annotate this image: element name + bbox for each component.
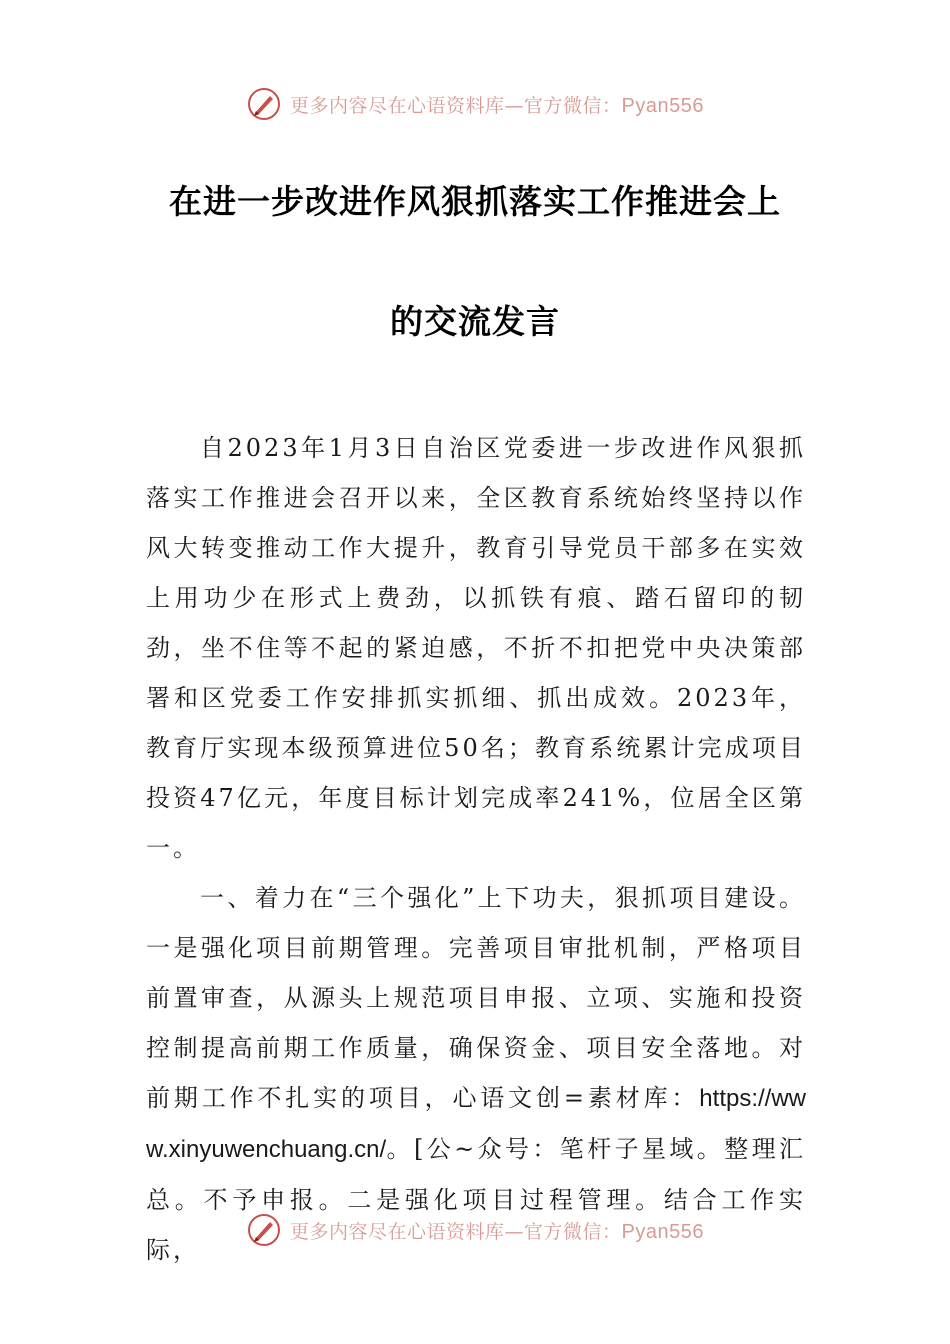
watermark-wechat-id: Pyan556 [621,94,704,117]
footer-watermark [0,1210,950,1250]
document-title-line-1: 在进一步改进作风狠抓落实工作推进会上 [169,182,781,221]
watermark-prefix: 更多内容尽在心语资料库—官方微信： [290,94,622,117]
paragraph-section-1-text: 一、着力在“三个强化”上下功夫，狠抓项目建设。一是强化项目前期管理。完善项目审批机制，严格项目前置审查，从源头上规范项目申报、立项、实施和投资控制提高前期工作质量，确保资金、项目安全落地。对前期工作不扎实的项目，心语文创=素材库： [146,884,806,1112]
document-body [146,423,806,1275]
document-title-line-2: 的交流发言 [390,302,560,341]
pen-circle-logo-icon [246,1212,282,1248]
source-url-text: https://www.xinyuwenchuang.cn/ [146,1085,806,1163]
paragraph-section-1-continued: 。[公~众号：笔杆子星域。整理汇总。不予申报。二是强化项目过程管理。结合工作实际， [146,1135,806,1264]
watermark-wechat-id: Pyan556 [621,1220,704,1243]
paragraph-intro: 自2023年1月3日自治区党委进一步改进作风狠抓落实工作推进会召开以来，全区教育系统始终坚持以作风大转变推动工作大提升，教育引导党员干部多在实效上用功少在形式上费劲，以抓铁有痕、踏石留印的韧劲，坐不住等不起的紧迫感，不折不扣把党中央决策部署和区党委工作安排抓实抓细、抓出成效。2023年，教育厅实现本级预算进位50名；教育系统累计完成项目投资47亿元，年度目标计划完成率241%，位居全区第一。 [146,434,806,862]
pen-circle-logo-icon [246,86,282,122]
watermark-prefix: 更多内容尽在心语资料库—官方微信： [290,1220,622,1243]
header-watermark [0,84,950,124]
